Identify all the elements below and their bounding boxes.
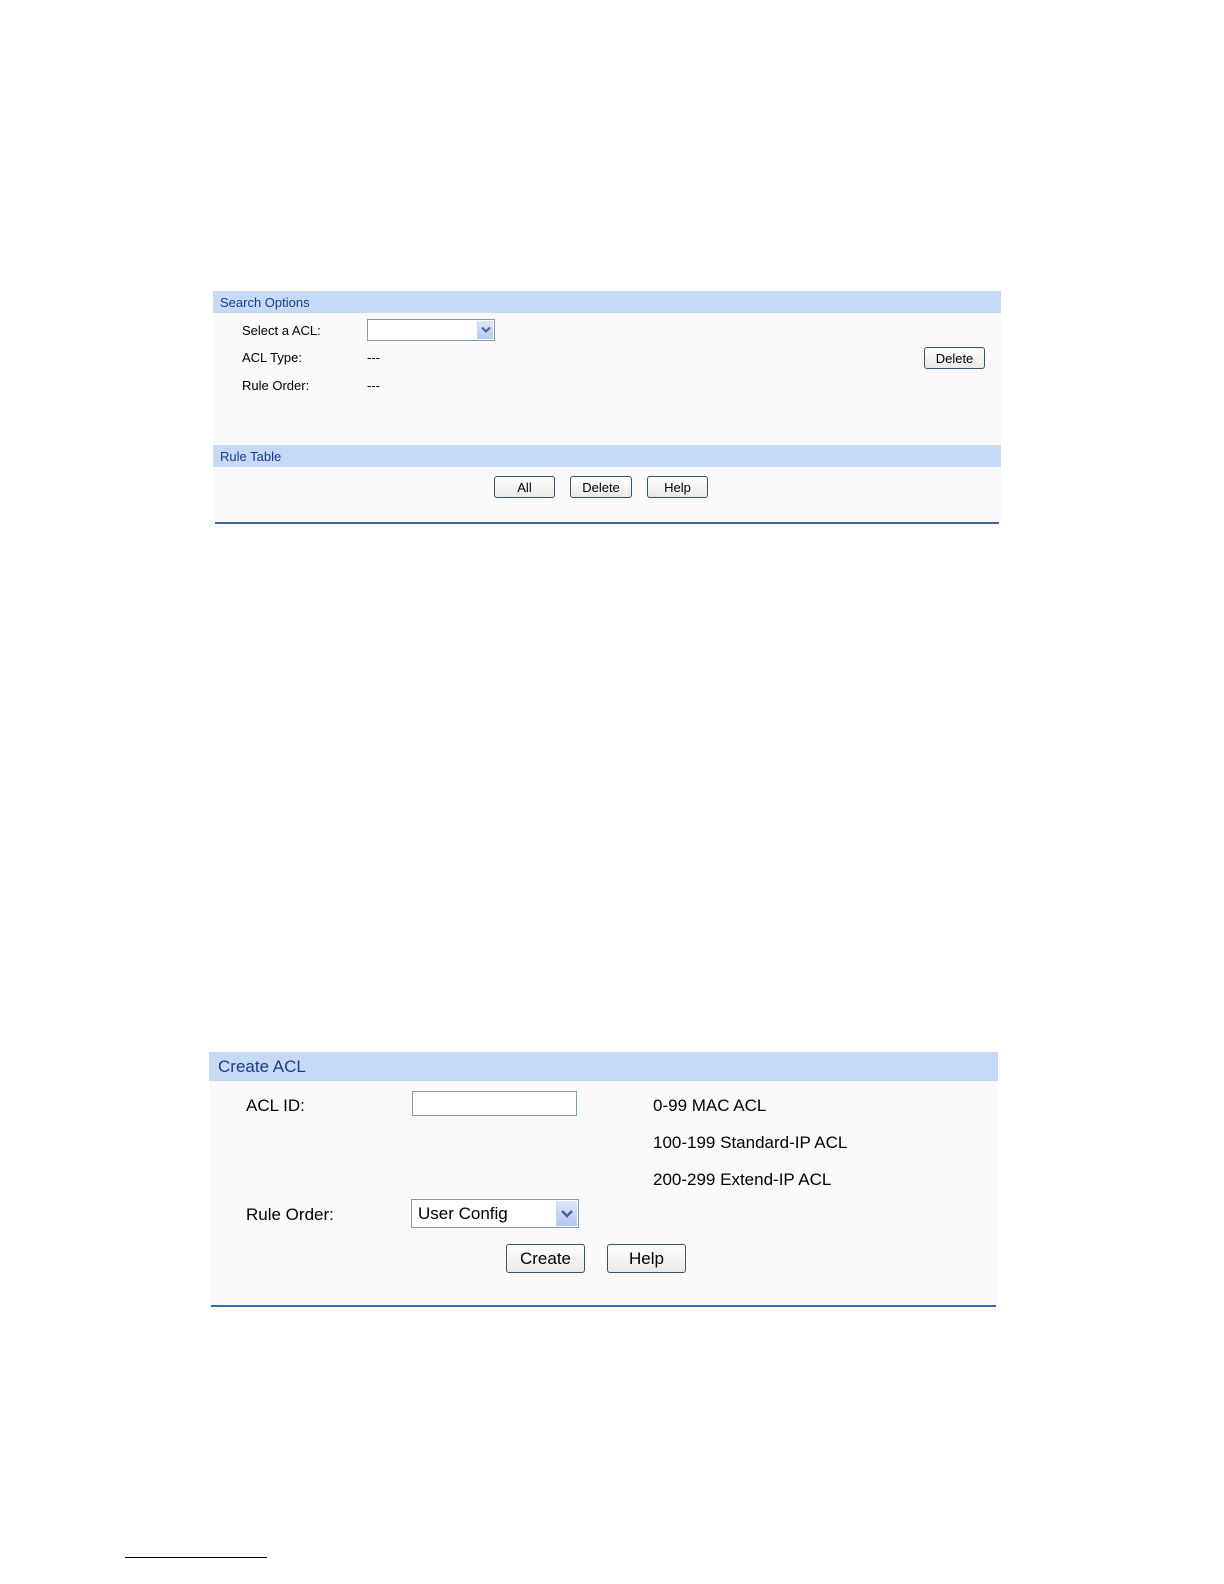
rule-table-header [213, 445, 1001, 467]
rule-table-all-button[interactable]: All [494, 476, 555, 498]
acl-type-value: --- [367, 350, 380, 365]
rule-order-dropdown[interactable] [411, 1199, 579, 1228]
rule-table-delete-button[interactable]: Delete [570, 476, 632, 498]
rule-order-arrow[interactable] [556, 1201, 577, 1226]
create-button[interactable]: Create [506, 1244, 585, 1273]
search-delete-button[interactable]: Delete [924, 347, 985, 369]
create-help-button[interactable]: Help [607, 1244, 686, 1273]
select-acl-label: Select a ACL: [242, 323, 321, 338]
search-options-header [213, 291, 1001, 313]
acl-id-input[interactable] [412, 1091, 577, 1116]
rule-order-label: Rule Order: [242, 378, 310, 393]
rule-table-title: Rule Table [220, 449, 282, 464]
search-options-bottom-divider [215, 522, 999, 524]
create-acl-header [209, 1052, 998, 1081]
range-hint-standard-ip: 100-199 Standard-IP ACL [653, 1133, 848, 1152]
create-acl-title: Create ACL [218, 1057, 306, 1076]
search-options-panel [213, 291, 1001, 523]
range-hint-extend-ip: 200-299 Extend-IP ACL [653, 1170, 832, 1189]
acl-type-label: ACL Type: [242, 350, 302, 365]
create-acl-bottom-divider [211, 1305, 996, 1307]
rule-table-help-button[interactable]: Help [647, 476, 708, 498]
acl-id-label: ACL ID: [246, 1096, 305, 1115]
create-rule-order-label: Rule Order: [246, 1205, 334, 1224]
search-options-title: Search Options [220, 295, 310, 310]
create-acl-panel [209, 1052, 998, 1306]
select-acl-dropdown[interactable] [367, 319, 495, 341]
rule-order-value: --- [367, 378, 380, 393]
select-acl-arrow[interactable] [477, 321, 493, 339]
range-hint-mac: 0-99 MAC ACL [653, 1096, 767, 1115]
footnote-separator [125, 1557, 267, 1558]
rule-order-selected: User Config [418, 1203, 508, 1223]
